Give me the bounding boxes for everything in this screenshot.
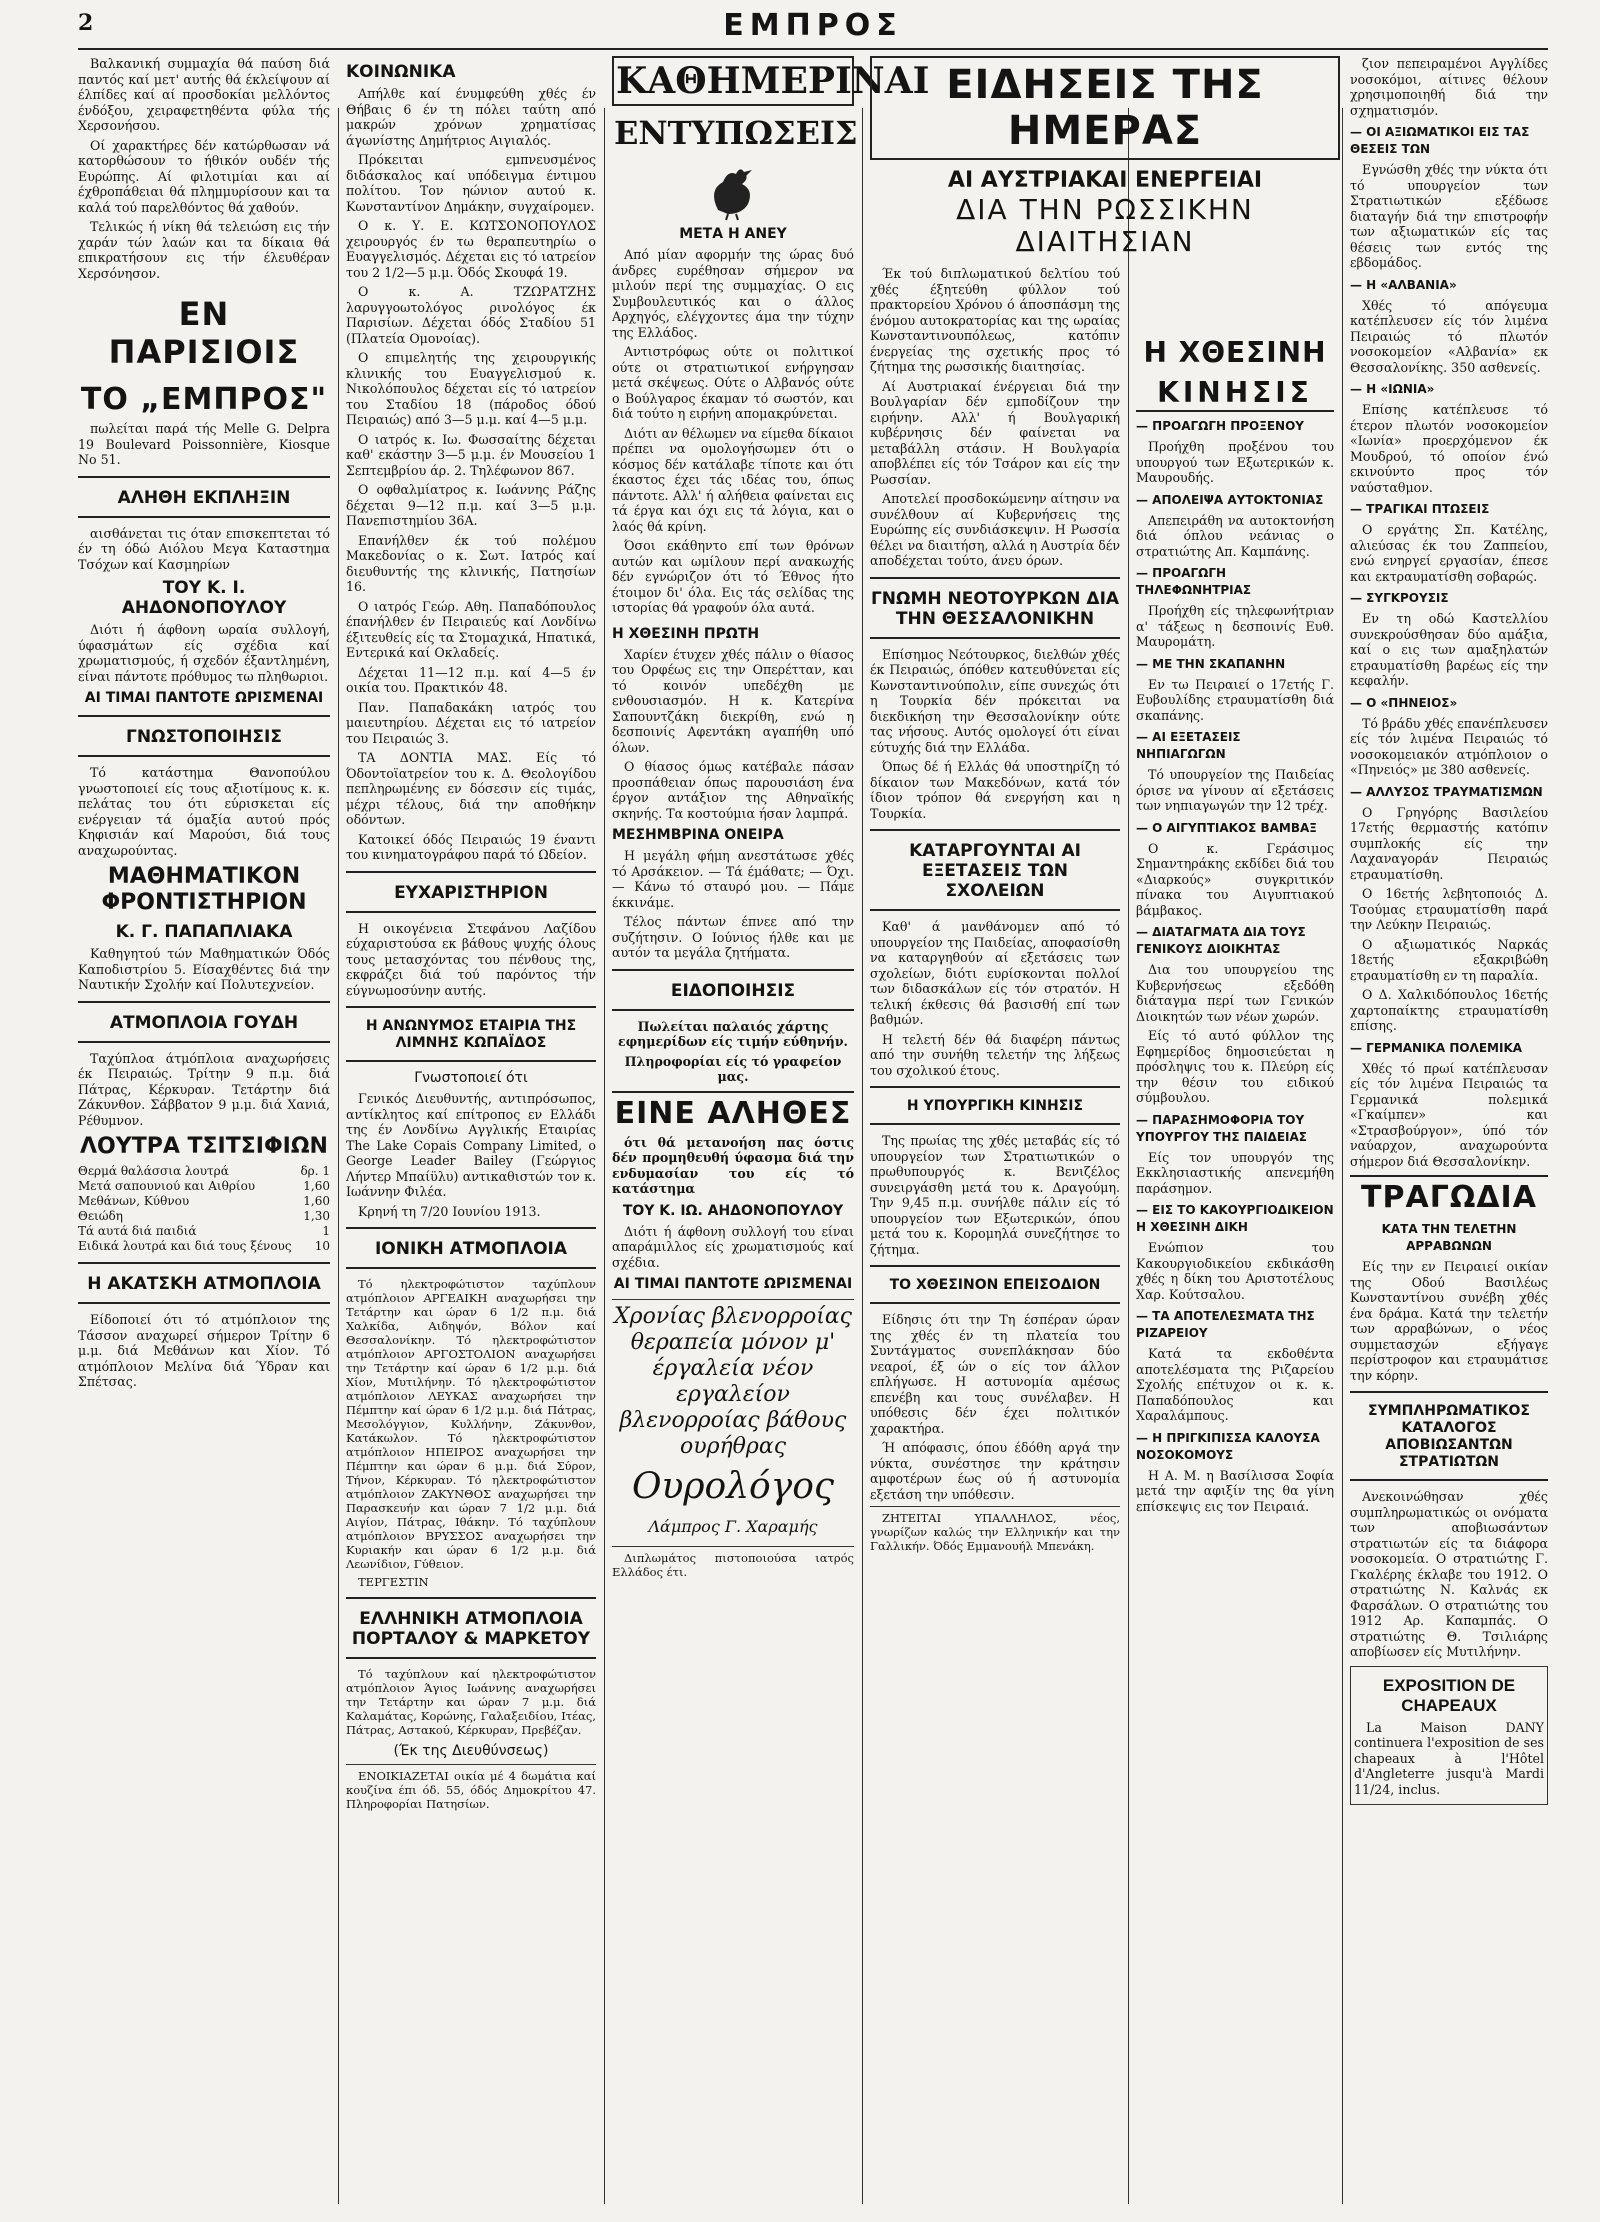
article-text: Απήλθε καί ένυμφεύθη χθές έν Θήβαις 6 έν τη πόλει ταύτη από μακρών χρόνων χρηματίσας άγωνίστης Δημήτριος Αιγιαλός. [346, 86, 596, 148]
news-item-title: — Ο «ΠΗΝΕΙΟΣ» [1350, 695, 1458, 710]
paris-subtitle: ΤΟ „ΕΜΠΡΟΣ" [80, 382, 328, 417]
paper-name: ΕΜΠΡΟΣ [723, 8, 903, 43]
article-text: Ο κ. Α. ΤΖΩΡΑΤΖΗΣ λαρυγγοωτολόγος ρινολόγος έκ Παρισίων. Δέχεται όδός Σταδίου 51 (Πλατεία Ομονοίας). [346, 284, 596, 346]
ship-note: (Έκ της Διευθύνσεως) [393, 1743, 549, 1759]
news-header [870, 56, 1340, 258]
article-text: Τελικώς ή νίκη θά τελειώση εις τήν χαράν τών λαών και τα δίκαια θά επικρατήσουν εις τήν έλευθέραν Χερσόνησον. [78, 219, 330, 281]
ad-text: La Maison DANY continuera l'exposition de ses chapeaux à l'Hôtel d'Angleterre jusqu'à Mardi 11/24, inclus. [1354, 1719, 1544, 1797]
article-text: Η οικογένεια Στεφάνου Λαζίδου εύχαριστούσα εκ βάθους ψυχής όλους τους μετασχόντας του πένθους της, εκφράζει διά τού παρόντος τήν εύγνωμοσύνην αυτής. [346, 920, 596, 998]
price-list [78, 1164, 330, 1254]
price-row: Τά αυτά διά παιδιά 1 [78, 1224, 330, 1238]
article-text: ζιον πεπειραμένοι Αγγλίδες νοσοκόμοι, αίτινες θέλουν χρησιμοποιηθή διά την σχηματισμόν. [1350, 56, 1548, 118]
entyposeis-title: ΕΝΤΥΠΩΣΕΙΣ [614, 114, 858, 152]
price-row: Ειδικά λουτρά και διά τους ξένους 10 [78, 1239, 330, 1253]
baths-title: ΛΟΥΤΡΑ ΤΣΙΤΣΙΦΙΩΝ [80, 1134, 328, 1159]
news-item-text: Προήχθη προξένου του υπουργού των Εξωτερικών κ. Μαυρουδής. [1136, 439, 1334, 485]
news-item-text: Ενώπιον του Κακουργιοδικείου εκδικάσθη χθές η δίκη του Αριστοτέλους Χαρ. Κούτσαλου. [1136, 1240, 1334, 1302]
column-2 [346, 56, 596, 2204]
notice-text: Πληροφορίαι είς τό γραφείον μας. [624, 1053, 842, 1084]
news-item-title: — ΓΕΡΜΑΝΙΚΑ ΠΟΛΕΜΙΚΑ [1350, 1040, 1523, 1055]
column-3 [612, 56, 930, 2204]
news-item-title: — Η «ΙΩΝΙΑ» [1350, 382, 1435, 396]
column-divider [1342, 108, 1343, 2204]
article-title: Η ΥΠΟΥΡΓΙΚΗ ΚΙΝΗΣΙΣ [906, 1098, 1084, 1114]
article-text: Όπως δέ ή Ελλάς θά υποστηρίζη τό δίκαιον των Μακεδόνων, κατά τόν ίδιον τρόπον θά ενεργήση και η Τουρκία. [870, 759, 1120, 821]
classified-text: ΖΗΤΕΙΤΑΙ ΥΠΑΛΛΗΛΟΣ, νέος, γνωρίζων καλώς την Ελληνικήν και την Γαλλικήν. Όδός Εμμανουήλ Μπενάκη. [870, 1506, 1120, 1553]
news-item-text: Εν τω Πειραιεί ο 17ετής Γ. Ευβουλίδης ετραυματίσθη διά σκαπάνης. [1136, 676, 1334, 723]
article-text: Οί χαρακτήρες δέν κατώρθωσαν νά κατορθώσουν το ήθικόν ουδέν τής Ευρώπης. Αί φιλοτιμίαι και αί έχθροπάθειαι θά πλημμυρίσουν και τα καλά τού παρελθόντος θά χαθούν. [78, 137, 330, 215]
news-item-text: Ο εργάτης Σπ. Κατέλης, αλιεύσας έκ του Ζαππείου, ενώ ενηργεί εργασίαν, έπεσε και εκτραυματίσθη σοβαρώς. [1350, 522, 1548, 584]
article-title: ΤΡΑΓΩΔΙΑ [1350, 1175, 1548, 1215]
section-subtitle: Γνωστοποιεί ότι [414, 1070, 528, 1086]
news-title: ΕΙΔΗΣΕΙΣ ΤΗΣ ΗΜΕΡΑΣ [870, 56, 1340, 160]
article-title: ΣΥΜΠΛΗΡΩΜΑΤΙΚΟΣ ΚΑΤΑΛΟΓΟΣ ΑΠΟΒΙΩΣΑΝΤΩΝ ΣΤΡΑΤΙΩΤΩΝ [1368, 1403, 1530, 1470]
news-item-title: — ΕΙΣ ΤΟ ΚΑΚΟΥΡΓΙΟΔΙΚΕΙΟΝ Η ΧΘΕΣΙΝΗ ΔΙΚΗ [1136, 1203, 1334, 1234]
ship-text: ΤΕΡΓΕΣΤΙΝ [358, 1575, 429, 1589]
ad-text: ότι θά μετανοήση πας όστις δέν προμηθευθή ύφασμα διά την ενδυμασίαν του είς τό κατάστημα [612, 1134, 854, 1196]
ad-title: EXPOSITION DE CHAPEAUX [1382, 1675, 1516, 1715]
paris-text: πωλείται παρά τής Melle G. Delpra 19 Boulevard Poissonnière, Kiosque No 51. [78, 421, 330, 467]
article-text: Κατοικεί όδός Πειραιώς 19 έναντι του κινηματογράφου παρά τό Ωδείον. [346, 831, 596, 862]
ad-shop: ΤΟΥ Κ. ΙΩ. ΑΗΔΟΝΟΠΟΥΛΟΥ [622, 1202, 844, 1219]
notice-title: ΕΙΔΟΠΟΙΗΣΙΣ [670, 980, 796, 1001]
classified-text: ΕΝΟΙΚΙΑΖΕΤΑΙ οικία μέ 4 δωμάτια καί κουζίνα έπι όδ. 55, όδός Δημοκρίτου 47. Πληροφορίαι Πατησίων. [346, 1764, 596, 1811]
ship-text: Τό ηλεκτροφώτιστον ταχύπλουν ατμόπλοιον ΑΡΓΕΑΙΚΗ αναχωρήσει την Τετάρτην και ώραν 6 1/2 π.μ. διά Χαλκίδα, Αιδηψόν, Βόλον καί Θεσσαλονίκην. Τό ηλεκτροφώτιστον ατμόπλοιον ΑΡΓΟΣΤΟΛΙΟΝ αναχωρήσει την Τετάρτην καί ώραν 6 1/2 μ.μ. διά Χίον, Μυτιλήνην. Τό ηλεκτροφώτιστον ατμόπλοιον ΛΕΥΚΑΣ αναχωρήσει την Πέμπτην καί ώραν 6 1/2 μ.μ. διά Πάτρας, Μεσολόγγιον, Κυλλήνην, Ζάκυνθον, Κατάκωλον. Τό ηλεκτροφώτιστον ατμόπλοιον ΗΠΕΙΡΟΣ αναχωρήσει την Πέμπτην και ώραν 6 μ.μ. διά Σύρον, Τήνον, Κέρκυραν. Τό ηλεκτροφώτιστον ατμόπλοιον ΖΑΚΥΝΘΟΣ αναχωρήσει την Παρασκευήν και ώραν 7 1/2 μ.μ. διά Αιγίον, Πάτρας, Ιθάκην. Τό ταχύπλουν ατμόπλοιον ΒΡΥΣΣΟΣ αναχωρήσει την Κυριακήν και ώραν 6 1/2 μ.μ. διά Λεωνίδιον, Γύθειον. [346, 1277, 596, 1571]
news-item-title: — ΠΑΡΑΣΗΜΟΦΟΡΙΑ ΤΟΥ ΥΠΟΥΡΓΟΥ ΤΗΣ ΠΑΙΔΕΙΑΣ [1136, 1112, 1307, 1144]
news-item-text: Δια του υπουργείου της Κυβερνήσεως εξεδόθη διάταγμα περί των Γενικών Διοικητών των νέων χωρών. [1136, 962, 1334, 1024]
column-1 [78, 56, 330, 2204]
news-item-title: — ΠΡΟΑΓΩΓΗ ΠΡΟΞΕΝΟΥ [1136, 419, 1304, 433]
article-text: Τέλος πάντων έπνεε από την συζήτησιν. Ο Ιούνιος ήλθε και με αυτόν τα μεγάλα ζητήματα. [612, 914, 854, 960]
news-item-text: Απεπειράθη να αυτοκτονήση διά όπλου νεάνιας ο στρατιώτης Απ. Καμπάνης. [1136, 512, 1334, 559]
article-text: Διότι αν θέλωμεν να είμεθα δίκαιοι πρέπει να ομολογήσωμεν ότι ο κόσμος δέν κατάλαβε τίποτε και ότι έκαστος έχει τάς ιδέας του, όπως πάντοτε. Αλλ' ή αλήθεια φαίνεται εις τά έργα και όχι εις τά λόγια, και ο λαός θά κρίνη. [612, 425, 854, 534]
news-item-text: Είς τον υπουργόν της Εκκλησιαστικής απενεμήθη παράσημον. [1136, 1149, 1334, 1196]
article-text: Η μεγάλη φήμη ανεστάτωσε χθές τό Αρσάκειον. — Τά έμάθατε; — Όχι. — Κάνω τό σταυρό μου. — Πάμε έκκινάμε. [612, 848, 854, 910]
article-text: Δέχεται 11—12 π.μ. καί 4—5 έν οικία του. Πρακτικόν 48. [346, 664, 596, 695]
ad-note: ΑΙ ΤΙΜΑΙ ΠΑΝΤΟΤΕ ΩΡΙΣΜΕΝΑΙ [613, 1276, 853, 1292]
article-text: Είς την εν Πειραιεί οικίαν της Οδού Βασιλέως Κωνσταντίνου συνέβη χθές ένα δράμα. Κατά την τελετήν των αρραβώνων, ο νέος συμμετασχών εξήγαγε περίστροφον και ετραυμάτισε την κόρην. [1350, 1259, 1548, 1383]
news-subtitle: ΑΙ ΑΥΣΤΡΙΑΚΑΙ ΕΝΕΡΓΕΙΑΙ [947, 168, 1263, 193]
ship-text: Τό ταχύπλουν καί ηλεκτροφώτιστον ατμόπλοιον Άγιος Ιωάννης αναχωρήσει την Τετάρτην και ώραν 7 μ.μ. διά Καλαμάτας, Κορώνης, Γαλαξειδίου, Ιτέας, Πάτρας, Αστακού, Κέρκυραν, Πρεβέζαν. [346, 1667, 596, 1737]
news-item-text: Τό υπουργείον της Παιδείας όρισε να γίνουν αί εξετάσεις των νηπιαγωγών την 12 τρέχ. [1136, 767, 1334, 813]
article-text: Ή απόφασις, όπου έδόθη αργά την νύκτα, συνέστησε την κράτησιν αμφοτέρων έως ού ή αστυνομία εξετάση την υπόθεσιν. [870, 1440, 1120, 1502]
notice-title: ΓΝΩΣΤΟΠΟΙΗΣΙΣ [126, 727, 282, 747]
page-number: 2 [78, 10, 94, 36]
price-row: Μεθάνων, Κύθνου 1,60 [78, 1194, 330, 1208]
ship-text: Είδοποιεί ότι τό ατμόπλοιον της Τάσσον αναχωρεί σήμερον Τρίτην 6 μ.μ. διά Μεθάνων και Χίον. Τό ατμόπλοιον Μελίνα διά Ύδραν και Σπέτσας. [78, 1312, 330, 1389]
classified-text: Διπλωμάτος πιστοποιούσα ιατρός Ελλάδος έτι. [612, 1546, 854, 1579]
ad-title: ΤΟΥ Κ. Ι. ΑΗΔΟΝΟΠΟΥΛΟΥ [121, 578, 287, 618]
article-title: ΓΝΩΜΗ ΝΕΟΤΟΥΡΚΩΝ ΔΙΑ ΤΗΝ ΘΕΣΣΑΛΟΝΙΚΗΝ [870, 588, 1120, 629]
script-ad: Χρονίας βλενορροίας θεραπεία μόνον μ' έργαλεία νέον εργαλείον βλενορροίας βάθους ουρήθρας [612, 1299, 854, 1460]
news-subtitle-2: ΔΙΑ ΤΗΝ ΡΩΣΣΙΚΗΝ ΔΙΑΙΤΗΣΙΑΝ [956, 193, 1254, 258]
article-text: Αί Αυστριακαί ένέργειαι διά την Βουλγαρίαν δέν εμποδίζουν την ειρήνην. Αλλ' ή Βουλγαρική κυβέρνησις δέν φαίνεται να μεταβάλλη στάσιν. Η Βουλγαρία αποβλέπει είς τόν Τσάρον και είς την Ρωσσίαν. [870, 378, 1120, 487]
news-item-title: — ΑΛΛΥΣΟΣ ΤΡΑΥΜΑΤΙΣΜΩΝ [1350, 784, 1543, 799]
news-item-text: Ο αξιωματικός Ναρκάς 18ετής εξακριβώθη ετραυματίσθη εν τη παραλία. [1350, 936, 1548, 983]
article-text: Ανεκοινώθησαν χθές συμπληρωματικώς οι ονόματα των αποβιωσάντων στρατιωτών είς τα διάφορα νοσοκομεία. Ο στρατιώτης Γ. Γκαλέρης έκλαβε του 1912. Ο στρατιώτης Ν. Καλνάς εκ Φαρσάλων. Ο στρατιώτης του 1912 Αρ. Καπαμπάς. Ο στρατιώτης Θ. Τσιλιάρης αποβίωσεν είς Μυτιλήνην. [1350, 1489, 1548, 1659]
news-item-text: Η Α. Μ. η Βασίλισσα Σοφία μετά την αφιξίν της θα γίνη επίσκεψις εις τον Πειραιά. [1136, 1467, 1334, 1514]
news-item-text: Ο Γρηγόρης Βασιλείου 17ετής θερμαστής κατόπιν συμπλοκής είς την Λαχαναγοράν Πειραιώς ετραυματίσθη. [1350, 804, 1548, 882]
article-text: Ο οφθαλμίατρος κ. Ιωάννης Ράζης δέχεται 9—12 π.μ. καί 3—5 μ.μ. Πανεπιστημίου 36Α. [346, 482, 596, 528]
script-ad-title: Ουρολόγος [631, 1466, 835, 1507]
article-text: Επίσημος Νεότουρκος, διελθών χθές έκ Πειραιώς, όπόθεν κατευθύνεται είς Κωνσταντινούπολιν, είπε συνεχώς ότι η Τουρκία δέν πρόκειται να διεκδικήση την Θεσσαλονίκην ούτε τας νήσους. Αυτός ομολογεί ότι είναι εύτυχής διά την Ελλάδα. [870, 646, 1120, 755]
notice-text: Τό κατάστημα Θανοπούλου γνωστοποιεί είς τους αξιοτίμους κ. κ. πελάτας του ότι εύρισκεται είς ενέργειαν τά όμαξία αυτού πρός Κηφισιάν καί Μαρούσι, διά τους αναχωρούντας. [78, 765, 330, 858]
article-title: ΜΕΤΑ Η ΑΝΕΥ [679, 226, 787, 242]
article-text: Πρόκειται εμπνευσμένος διδάσκαλος καί υπόδειγμα έντιμου πολίτου. Τον ηώνιον αυτού κ. Κωνσταντίνον Δημάκην, συγχαίρομεν. [346, 152, 596, 214]
paris-title: ΕΝ ΠΑΡΙΣΙΟΙΣ [108, 295, 300, 371]
script-ad-name: Λάμπρος Γ. Χαραμής [648, 1517, 818, 1536]
news-item-text: Εν τη οδώ Καστελλίου συνεκρούσθησαν δύο αμάξια, καί ο εις των αμαξηλατών ετραυματίσθη βαρέως είς την κεφαλήν. [1350, 611, 1548, 688]
article-text: Παν. Παπαδακάκη ιατρός του μαιευτηρίου. Δέχεται εις τό ιατρείον του Πειραιώς 3. [346, 699, 596, 746]
ad-note: ΑΙ ΤΙΜΑΙ ΠΑΝΤΟΤΕ ΩΡΙΣΜΕΝΑΙ [84, 690, 324, 706]
article-title: ΤΟ ΧΘΕΣΙΝΟΝ ΕΠΕΙΣΟΔΙΟΝ [889, 1277, 1101, 1293]
news-item-title: — ΑΙ ΕΞΕΤΑΣΕΙΣ ΝΗΠΙΑΓΩΓΩΝ [1136, 730, 1241, 761]
ad-text: Διότι ή άφθονη ωραία συλλογή, ύφασμάτων είς σχέδια καί χρωματισμούς, ή σχεδόν έξαντλημένη, είναι πάντοτε πρόθυμος τω πληθωριοι. [78, 622, 330, 684]
article-title: ΜΕΣΗΜΒΡΙΝΑ ΟΝΕΙΡΑ [612, 827, 784, 843]
ad-title: ΑΛΗΘΗ ΕΚΠΛΗΞΙΝ [117, 487, 291, 508]
article-text: ΤΑ ΔΟΝΤΙΑ ΜΑΣ. Είς τό Όδοντοϊατρείον του κ. Δ. Θεολογίδου πεπληρωμένης εν δόσεσιν είς τιμάς, μέχρι τέλους, διά την αποθήκην οδόντων. [346, 750, 596, 827]
article-subtitle: ΚΑΤΑ ΤΗΝ ΤΕΛΕΤΗΝ ΑΡΡΑΒΩΝΩΝ [1381, 1222, 1517, 1253]
news-item-title: — ΑΠΟΛΕΙΨΑ ΑΥΤΟΚΤΟΝΙΑΣ [1136, 492, 1324, 507]
news-item-title: — ΔΙΑΤΑΓΜΑΤΑ ΔΙΑ ΤΟΥΣ ΓΕΝΙΚΟΥΣ ΔΙΟΙΚΗΤΑΣ [1136, 925, 1306, 956]
ad-title: ΜΑΘΗΜΑΤΙΚΟΝ ΦΡΟΝΤΙΣΤΗΡΙΟΝ [101, 864, 307, 915]
ship-title: ΙΟΝΙΚΗ ΑΤΜΟΠΛΟΙΑ [374, 1239, 568, 1259]
article-text: Βαλκανική συμμαχία θά παύση διά παντός καί μετ' αυτής θά έκλείψουν αί έλπίδες καί αί προσδοκίαι μελλόντος ένδόξου, χειραφετηθέντα φύλα τής Χερσονήσου. [78, 56, 330, 133]
ad-text: Διότι ή άφθονη συλλογή του είναι απαράμιλλος είς χρωματισμούς καί σχέδια. [612, 1223, 854, 1270]
article-text: Όσοι εκάθηντο επί των θρόνων αυτών και ωμίλουν περί ανακωχής δέν εγνώριζον ότι τό Έθνος ήτο έτοιμον δι' όλα. Εις τάς σελίδας της ιστορίας θά γραφούν όλα αυτά. [612, 538, 854, 615]
news-item-title: — ΠΡΟΑΓΩΓΗ ΤΗΛΕΦΩΝΗΤΡΙΑΣ [1136, 566, 1252, 597]
section-title: Η ΧΘΕΣΙΝΗ [1143, 336, 1327, 369]
news-item-text: Εγνώσθη χθές την νύκτα ότι τό υπουργείον των Στρατιωτικών εξέδωσε διαταγήν διά την επιστροφήν των αξιωματικών είς τας θέσεις των εντός της εβδομάδος. [1350, 162, 1548, 270]
article-text: Καθ' ά μανθάνομεν από τό υπουργείον της Παιδείας, αποφασίσθη να καταργηθούν αί εξετάσεις των σχολείων, διότι ευρίσκονται πολλοί των διδασκάλων είς τόν στρατόν. Η τελική έκθεσις θά βασισθή επί των βαθμών. [870, 919, 1120, 1027]
ship-title: Η ΑΚΑΤΣΚΗ ΑΤΜΟΠΛΟΙΑ [87, 1274, 321, 1294]
column-5 [1136, 330, 1334, 2204]
news-item-text: Ο 16ετής λεβητοποιός Δ. Τσούμας ετραυματίσθη παρά την Λεύκην Πειραιώς. [1350, 886, 1548, 932]
news-item-title: — Η ΠΡΙΓΚΙΠΙΣΣΑ ΚΑΛΟΥΣΑ ΝΟΣΟΚΟΜΟΥΣ [1136, 1430, 1320, 1462]
news-item-title: — ΟΙ ΑΞΙΩΜΑΤΙΚΟΙ ΕΙΣ ΤΑΣ ΘΕΣΕΙΣ ΤΩΝ [1350, 125, 1530, 156]
news-item-title: — Ο ΑΙΓΥΠΤΙΑΚΟΣ ΒΑΜΒΑΞ [1136, 820, 1317, 835]
news-item-text: Τό βράδυ χθές επανέπλευσεν είς τόν λιμένα Πειραιώς τό νοσοκομειακόν ατμόπλοιον ο «Πηνειός» με 380 ασθενείς. [1350, 715, 1548, 777]
price-row: Θερμά θαλάσσια λουτρά δρ. 1 [78, 1164, 330, 1178]
column-6 [1350, 56, 1548, 2204]
exposition-ad [1350, 1666, 1548, 1806]
section-title: ΚΟΙΝΩΝΙΚΑ [346, 62, 456, 82]
news-item-title: — ΣΥΓΚΡΟΥΣΙΣ [1350, 591, 1449, 605]
article-text: Γενικός Διευθυντής, αντιπρόσωπος, αντίκλητος καί επίτροπος εν Ελλάδι της έν Λονδίνω Αγγλικής Εταιρίας The Lake Copais Company Limited, ο George Leader Bailey (Γεώργιος Λήντερ Μπαίϋλυ) αντικαθιστών τον κ. Ιωάννην Φιλέα. [346, 1091, 596, 1199]
news-item-title: — ΤΡΑΓΙΚΑΙ ΠΤΩΣΕΙΣ [1350, 502, 1490, 516]
news-item-text: Κατά τα εκδοθέντα αποτελέσματα της Ριζαρείου Σχολής επέτυχον οι κ. κ. Παπαδόπουλος και Χαραλάμπους. [1136, 1346, 1334, 1423]
column-divider [862, 108, 863, 2204]
news-item-text: Ο Δ. Χαλκιδόπουλος 16ετής χαρτοπαίκτης ετραυματίσθη επίσης. [1350, 987, 1548, 1033]
news-item-title: — ΤΑ ΑΠΟΤΕΛΕΣΜΑΤΑ ΤΗΣ ΡΙΖΑΡΕΙΟΥ [1136, 1309, 1315, 1340]
ad-title: ΕΙΝΕ ΑΛΗΘΕΣ [612, 1091, 854, 1131]
article-text: Ο επιμελητής της χειρουργικής κλινικής του Ευαγγελισμού κ. Νικολόπουλος δέχεται είς τό ιατρείον του Σταδίου 18 (πάροδος όδού Πειραιώς) από 3—5 μ.μ. καί 4—5 μ.μ. [346, 350, 596, 427]
section-subtitle: ΚΙΝΗΣΙΣ [1136, 376, 1334, 412]
article-text: Είδησις ότι την Τη έσπέραν ώραν της χθές έν τη πλατεία του Συντάγματος συνεπλάκησαν δύο νεαροί, έξ ών ο είς τον άλλον επλήγωσε. Η αστυνομία αμέσως επενέβη και τους συνέλαβεν. Η υπόθεσις δέν έχει πολιτικόν χαρακτήρα. [870, 1312, 1120, 1436]
article-text: Ο ιατρός κ. Ιω. Φωσσαίτης δέχεται καθ' εκάστην 3—5 μ.μ. έν Μουσείου 1 Σεπτεμβρίου άρ. 2. Τηλέφωνον 867. [346, 431, 596, 478]
ad-subtitle: Κ. Γ. ΠΑΠΑΠΛΙΑΚΑ [115, 922, 293, 942]
article-text: Της πρωίας της χθές μεταβάς είς τό υπουργείον των Στρατιωτικών ο πρωθυπουργός κ. Βενιζέλος συνειργάσθη μετά του κ. Δραγούμη. Την 9,45 π.μ. συνήλθε πάλιν είς τό υπουργείον των Εξωτερικών, όπου μετά του κ. Κορομηλά συνεζήτησε το ζήτημα. [870, 1133, 1120, 1257]
article-title: ΚΑΤΑΡΓΟΥΝΤΑΙ ΑΙ ΕΞΕΤΑΣΕΙΣ ΤΩΝ ΣΧΟΛΕΙΩΝ [909, 841, 1081, 901]
column-divider [604, 108, 605, 2204]
notice-text: Πωλείται παλαιός χάρτης εφημερίδων είς τιμήν εύθηνήν. [618, 1018, 848, 1049]
article-text: Ο ιατρός Γεώρ. Αθη. Παπαδόπουλος έπανήλθεν έν Πειραιεύς καί Λονδίνω έξιτευθείς είς τα Στομαχικά, Ηπατικά, Εντερικά καί Οκλαδείς. [346, 598, 596, 660]
article-text: Από μίαν αφορμήν της ώρας δυό άνδρες ευρέθησαν σήμερον να μιλούν περί της συμμαχίας. Ο εις Συμβουλευτικός και ο άλλος Αρχηγός, ελέγχοντες άμα την τύχην της Ελλάδος. [612, 247, 854, 340]
news-item-text: Ο κ. Γεράσιμος Σημαντηράκης εκδίδει διά του «Διαρκούς» συγκριτικόν πίνακα του Αιγυπτιακού βάμβακος. [1136, 840, 1334, 918]
article-text: Ο κ. Υ. Ε. ΚΩΤΣΟΝΟΠΟΥΛΟΣ χειρουργός έν τω θεραπευτηρίω ο Ευαγγελισμός. Δέχεται εις τό ιατρείον του 2 1/2—5 μ.μ. Όδός Σκουφά 19. [346, 218, 596, 280]
news-item-text: Επίσης κατέπλευσε τό έτερον πλωτόν νοσοκομείον «Ιωνία» προερχόμενον έκ Μουδρού, τό οποίον ένώ εκινούντο προς τόν ναύσταθμον. [1350, 402, 1548, 495]
column-divider [1128, 108, 1129, 2204]
news-item-text: Χθές τό πρωί κατέπλευσαν είς τόν λιμένα Πειραιώς τα Γερμανικά πολεμικά «Γκαίμπεν» και «Στρασβούργον», ύπό τόν ναύαρχον, αναχωρούντα σήμερον διά Θεσσαλονίκην. [1350, 1060, 1548, 1169]
news-item-text: Χθές τό απόγευμα κατέπλευσεν είς τόν λιμένα Πειραιώς τό πλωτόν νοσοκομείον «Αλβανία» εκ Θεσσαλονίκης. 350 ασθενείς. [1350, 297, 1548, 375]
article-text: Η τελετή δέν θά διαφέρη πάντως από την συνήθη τελετήν της λήξεως του σχολικού έτους. [870, 1031, 1120, 1078]
article-title: Η ΧΘΕΣΙΝΗ ΠΡΩΤΗ [612, 625, 760, 642]
masthead [78, 8, 1548, 44]
article-text: Επανήλθεν έκ τού πολέμου Μακεδονίας ο κ. Σωτ. Ιατρός καί διευθυντής της κλινικής, Πατησίων 16. [346, 532, 596, 594]
article-text: Χαρίεν έτυχεν χθές πάλιν ο θίασος του Ορφέως εις την Οπερέτταν, και τό κοινόν υπεδέχθη με ενθουσιασμόν. Η κ. Κατερίνα Σαπουντζάκη διεκρίθη, ενώ η δεσποινίς Αφεντάκη αγαπήθη υπό όλων. [612, 646, 854, 755]
ship-title: ΑΤΜΟΠΛΟΙΑ ΓΟΥΔΗ [109, 1012, 299, 1033]
ad-text: αισθάνεται τις όταν επισκεπτεται τό έν τη όδώ Αιόλου Μεγα Καταστημα Τσόχων καί Κασμηρίων [78, 525, 330, 572]
news-item-title: — Η «ΑΛΒΑΝΙΑ» [1350, 277, 1457, 292]
news-item-text: Προήχθη είς τηλεφωνήτριαν α' τάξεως η δεσποινίς Ευθ. Μαυρομάτη. [1136, 603, 1334, 649]
price-row: Μετά σαπουνιού και Αιθρίου 1,60 [78, 1179, 330, 1193]
article-text: Αντιστρόφως ούτε οι πολιτικοί ούτε οι στρατιωτικοί ενήργησαν μετά σκέψεως. Ούτε ο Αλβανός ούτε ο Βούλγαρος έκαμαν τό σωστόν, και διά τούτο η ειρήνη απομακρύνεται. [612, 344, 854, 421]
news-item-text: Είς τό αυτό φύλλον της Εφημερίδος δημοσιεύεται η πρόσληψις του κ. Πλεύρη είς την θέσιν του ειδικού σύμβουλου. [1136, 1028, 1334, 1105]
article-date: Κρηνή τη 7/20 Ιουνίου 1913. [358, 1203, 541, 1219]
masthead-rule [78, 48, 1548, 50]
kathimerinai-title: ΚΑΘΗΜΕΡΙΝΑΙ [612, 56, 854, 106]
column-divider [338, 108, 339, 2204]
article-text: Αποτελεί προσδοκώμενην αίτησιν να συνέλθουν αί Κυβερνήσεις της Ευρώπης είς συνδιάσκεψιν. Η Ρωσσία θέλει να διαιτήση, αλλά η Αυστρία δέν αποδέχεται τούτο, άνευ όρων. [870, 491, 1120, 568]
ship-text: Ταχύπλοα άτμόπλοια αναχωρήσεις έκ Πειραιώς. Τρίτην 9 π.μ. διά Πάτρας, Κέρκυραν. Τετάρτην διά Ζάκυνθον. Σάββατον 9 μ.μ. διά Χανιά, Ρέθυμνον. [78, 1050, 330, 1128]
ship-title: ΕΛΛΗΝΙΚΗ ΑΤΜΟΠΛΟΙΑ ΠΟΡΤΑΛΟΥ & ΜΑΡΚΕΤΟΥ [351, 1609, 591, 1649]
article-text: Έκ τού διπλωματικού δελτίου τού χθές έξητεύθη φύλλον τού πρακτορείου Χρόνου ό άποσπάσμη της ένόμου αυτοκρατορίας και της ωραίας Κωνσταντινουπόλεως, κατόπιν ένεργείας της σχετικής προς τό ζήτημα της ρωσσικής διαιτησίας. [870, 266, 1120, 374]
price-row: Θειώδη 1,30 [78, 1209, 330, 1223]
news-item-title: — ΜΕ ΤΗΝ ΣΚΑΠΑΝΗΝ [1136, 656, 1286, 671]
rooster-icon [698, 160, 768, 220]
section-title: Η ΑΝΩΝΥΜΟΣ ΕΤΑΙΡΙΑ ΤΗΣ ΛΙΜΝΗΣ ΚΩΠΑΪΔΟΣ [365, 1018, 577, 1051]
section-title: ΕΥΧΑΡΙΣΤΗΡΙΟΝ [394, 882, 548, 903]
article-text: Ο θίασος όμως κατέβαλε πάσαν προσπάθειαν όπως παρουσιάση ένα έργον αντάξιον της Αθηναϊκής σκηνής. Τα κοστούμια ήσαν λαμπρά. [612, 759, 854, 821]
ad-text: Καθηγητού τών Μαθηματικών Όδός Καποδιστρίου 5. Είσαχθέντες διά την Ναυτικήν Σχολήν καί Πολυτεχνείον. [78, 946, 330, 992]
